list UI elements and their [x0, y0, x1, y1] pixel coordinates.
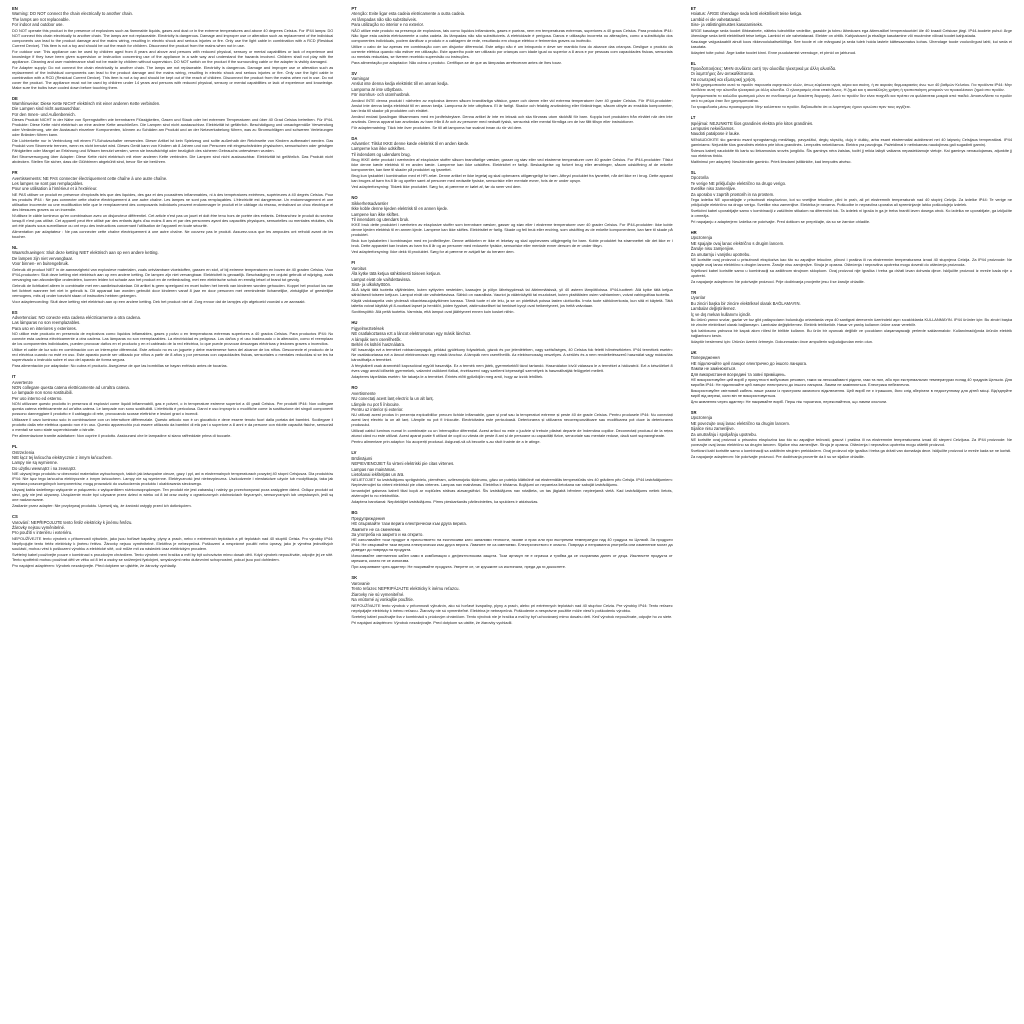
warning-line: Do użytku wewnątrz i na zewnątrz.: [12, 465, 77, 471]
warning-line: Lampy nie są wymienne.: [12, 460, 59, 466]
warning-paragraph: Adaptera barošanai: Nepārklājiet izstrādājumu. Pirms pieskaršanās pārliecinieties, ka spuldzes ir atdzisušas.: [351, 499, 539, 505]
warning-paragraph: For Adapter supply: Do not connect the chain electrically to another chain. The lamps are not replaceable. Electricity is dangerous. Damage and improper use or alteration such as replacement of the individual components can lead to the product damage and the mains wiring, resulting in electric shock and serious injuries or fire. Only use the light cable in combination with a RCD (Residual Current Device). This item is not a toy and should be kept out of the reach of children. Disconnect the product from the mains when not in use. Do not cover the product. The appliance must not be used by children under 14 years and persons with reduced physical, sensory or mental capabilities or lack of experience and knowledge. Make sure the bulbs have cooled down before touching them.: [12, 64, 334, 90]
language-code: TR: [690, 289, 697, 295]
warning-line: The lamps are not replaceable.: [12, 16, 70, 22]
warning-line: Älä kytke tätä ketjua sähköisesti toiseen ketjuun.: [351, 271, 442, 277]
language-section: [12, 374, 333, 438]
warning-paragraph: Světelný kabel používejte pouze v kombinaci s proudovým chráničem. Tento výrobek není hračka a měl by být uchováván mimo dosah dětí. Když výrobek nepoužíváte, odpojte jej ze sítě. Tento spotřebič mohou používat děti ve věku od 8 let a osoby se sníženými fyzickými, smyslovými nebo duševními schopnostmi, pokud jsou pod dohledem.: [12, 551, 334, 562]
language-code: ES: [12, 309, 18, 315]
warning-line: Waarschuwingen: Sluit deze ketting NIET elektrisch aan op een andere ketting.: [12, 250, 159, 256]
warning-line: Lemputės nekeičiamos.: [690, 126, 735, 132]
warning-paragraph: Işık kablosunu yalnızca bir kaçak akım rölesi ile birlikte kullanın. Bu ürün bir oyuncak değildir ve çocukların ulaşamayacağı yerlerde saklanmalıdır. Kullanılmadığında ürünün elektrik bağlantısını kesin.: [690, 327, 1012, 338]
warning-paragraph: Svjetlosni kabel koristite samo u kombinaciji sa zaštitnom strujnom sklopkom. Ovaj proizvod nije igračka i treba ga držati izvan dohvata djece. Isključite proizvod iz mreže kada nije u upotrebi.: [690, 267, 1012, 278]
warning-line: Warning: DO NOT connect the chain electrically to another chain.: [12, 11, 134, 17]
language-section: [351, 450, 672, 504]
warning-line: НЕ свързвайте тази верига електрически към друга верига.: [351, 521, 467, 527]
warning-line: Pour une utilisation à l'intérieur et à l'extérieur.: [12, 186, 98, 192]
language-section: [691, 61, 1012, 110]
warning-line: Para uso en interiores y exteriores.: [12, 325, 77, 331]
warning-paragraph: Za napajanje adapterom: Ne pokrivajte proizvod. Prije dodirivanja provjerite jesu li se žarulje ohladile.: [690, 278, 865, 284]
warning-line: Lampene kan ikke skiftes.: [351, 211, 400, 217]
warning-line: Lampas nav maināmas.: [351, 466, 396, 472]
language-code: HR: [690, 229, 697, 235]
warning-line: Предупреждения: [351, 515, 385, 521]
language-section: [351, 510, 672, 569]
warning-line: Lietošanai iekštelpās un ārā.: [351, 472, 405, 478]
language-code: RO: [351, 385, 358, 391]
language-code: DA: [351, 135, 358, 141]
warning-line: NON collegare questa catena elettricamente ad un'altra catena.: [12, 384, 130, 390]
warning-paragraph: NU utilizați acest produs în prezența explozibililor precum lichide inflamabile, gaze și praf sau la temperaturi extreme și peste 40 de grade Celsius. Pentru produsele IP44: Nu conectați acest lanț electric la un alt lanț. Lămpile nu pot fi înlocuite. Electricitatea este periculoasă. Deteriorarea și utilizarea necorespunzătoare sau modificarea pot duce la deteriorarea produsului.: [351, 412, 673, 428]
language-section: [691, 290, 1012, 344]
warning-paragraph: Utilize o cabo de luz apenas em combinação com um disjuntor diferencial. Este artigo não é um brinquedo e deve ser mantido fora do alcance das crianças. Desligue o produto da corrente elétrica quando não estiver em utilização. Este aparelho pode ser utilizado por crianças com idade igual ou superior a 8 anos e por pessoas com capacidades físicas, sensoriais ou mentais reduzidas, se tiverem recebido supervisão ou instruções.: [351, 43, 673, 59]
language-code: PT: [351, 6, 357, 11]
warning-line: Naudoti patalpose ir lauke.: [690, 131, 741, 137]
warning-paragraph: ΜΗΝ χρησιμοποιείτε αυτό το προϊόν παρουσία εκρηκτικών υλών, όπως εύφλεκτα υγρά, αέρια και σκόνη, ή σε ακραίες θερμοκρασίες άνω των 40 βαθμών Κελσίου. Για προϊόντα IP44: Μην συνδέετε αυτή την αλυσίδα ηλεκτρικά με άλλη αλυσίδα. Ο ηλεκτρισμός είναι επικίνδυνος. Η ζημιά και η ακατάλληλη χρήση ή τροποποίηση μπορούν να προκαλέσουν ζημιά στο προϊόν.: [690, 82, 1012, 93]
warning-line: Lamporna är inte utbytbara.: [351, 86, 403, 92]
warning-line: Lamput eivät ole vaihdettavissa.: [351, 276, 411, 282]
warning-paragraph: Utilice el cable de luz solo en combinación con un interruptor diferencial. Este artículo no es un juguete y debe mantenerse fuera del alcance de los niños. Desconecte el producto de la red eléctrica cuando no esté en uso. Este aparato puede ser utilizado por niños a partir de 8 años y por personas con capacidades físicas, sensoriales o mentales reducidas si se les ha supervisado o instruido sobre el uso del aparato de forma segura.: [12, 347, 334, 363]
warning-paragraph: Brug kun lyskablet i kombination med et HFI-relæ. Denne artikel er ikke legetøj og skal opbevares utilgængeligt for børn. Afbryd produktet fra lysnettet, når det ikke er i brug. Dette apparat kan bruges af børn fra 8 år og opefter samt af personer med nedsatte fysiske, sensoriske eller mentale evner, hvis de er under opsyn.: [351, 173, 673, 184]
warning-line: Žarulje nisu zamjenjive.: [690, 246, 735, 252]
warning-paragraph: ÄRGE kasutage seda toodet lõhkeainete, näiteks tuleohtlike vedelike, gaaside ja tolmu läheduses ega äärmuslikel temperatuuridel üle 40 kraadi Celsiuse järgi. IP44-toodete puhul: Ärge ühendage seda ketti elektriliselt teise ketiga. Lambid ei ole vahetatavad. Elekter on ohtlik. Kahjustused ja ebaõige kasutamine või muutmine võivad toodet kahjustada.: [690, 27, 1012, 38]
warning-paragraph: Tega izdelka NE uporabljajte v prisotnosti eksplozivov, kot so vnetljive tekočine, plini in prah, ali pri ekstremnih temperaturah nad 40 stopinj Celzija. Za izdelke IP44: Te verige ne priključujte električno na drugo verigo. Svetilke niso zamenljive. Elektrika je nevarna. Poškodbe in nepravilna uporaba ali spreminjanje lahko poškodujejo izdelek.: [690, 196, 1012, 207]
warning-paragraph: Використовуйте світловий кабель лише разом із пристроєм захисного відключення. Цей виріб не є іграшкою, його слід зберігати в недоступному для дітей місці. Від'єднуйте виріб від мережі, коли він не використовується.: [690, 388, 1012, 398]
language-section: [691, 350, 1012, 404]
warning-paragraph: Ved adapterforsyning: Ikke dekk til produktet. Sørg for at pærene er avkjølt før du berører dem.: [351, 249, 515, 255]
warning-line: Figyelmeztetések: [351, 325, 384, 331]
warning-paragraph: НЕ използвайте този продукт в присъствието на експлозиви като запалими течности, газове и прах или при екстремни температури над 40 градуса по Целзий. За продукти IP44: Не свързвайте тази верига електрически към друга верига. Лампите не са сменяеми. Електричеството е опасно. Повреда и неправилна употреба или изменение могат да доведат до повреда на продукта.: [351, 537, 673, 553]
language-section: [12, 96, 333, 165]
warning-line: NE spajajte ovaj lanac električno s drugim lancem.: [690, 240, 785, 246]
warning-paragraph: Χρησιμοποιείτε το καλώδιο φωτισμού μόνο σε συνδυασμό με διακόπτη διαρροής. Αυτό το προϊόν δεν είναι παιχνίδι και πρέπει να φυλάσσεται μακριά από παιδιά. Αποσυνδέστε το προϊόν από το ρεύμα όταν δεν χρησιμοποιείται.: [690, 93, 1012, 104]
text-column: [691, 6, 1012, 1018]
language-code: LT: [690, 115, 696, 121]
warning-line: Las lámparas no son reemplazables.: [12, 320, 81, 326]
warning-paragraph: Для живлення через адаптер: Не накривайте виріб. Перш ніж торкатися, переконайтеся, що лампи охололи.: [690, 399, 888, 404]
language-code: NO: [351, 195, 358, 201]
language-section: [12, 514, 333, 568]
warning-line: Die Lampen sind nicht austauschbar.: [12, 106, 81, 112]
warning-paragraph: Izmantojiet gaismas kabeli tikai kopā ar noplūdes strāvas aizsargslēdzi. Šis izstrādājums nav rotaļlieta, un tas jāglabā bērniem nepieejamā vietā. Kad izstrādājums netiek lietots, atvienojiet to no elektrotīkla.: [351, 488, 673, 499]
warning-line: Лампите не са сменяеми.: [351, 526, 402, 532]
warning-line: För inomhus- och utomhusbruk.: [351, 92, 411, 98]
warning-paragraph: Brug IKKE dette produkt i nærheden af eksplosive stoffer såsom brandfarlige væsker, gasser og støv eller ved ekstreme temperaturer over 40 grader Celsius. For IP44-produkter: Tilslut ikke denne kæde elektrisk til en anden kæde. Lamperne kan ikke udskiftes. Elektricitet er farligt. Beskadigelse og forkert brug eller ændringer, såsom udskiftning af de enkelte komponenter, kan føre til skader på produktet og lysnettet.: [351, 157, 673, 173]
warning-line: Warnhinweise: Diese Kette NICHT elektrisch mit einer anderen Kette verbinden.: [12, 101, 161, 107]
warning-paragraph: НЕ використовуйте цей виріб у присутності вибухових речовин, таких як легкозаймисті рідини, гази та пил, або при екстремальних температурах понад 40 градусів Цельсія. Для виробів IP44: Не підключайте цей ланцюг електрично до іншого ланцюга. Лампи не замінюються. Електрика небезпечна.: [690, 377, 1012, 387]
warning-line: Για εσωτερική και εξωτερική χρήση.: [690, 76, 757, 82]
warning-line: Varoitus: [351, 265, 367, 271]
warning-line: Beltéri és kültéri használatra.: [351, 341, 406, 347]
warning-paragraph: Alimentation par adaptateur : Ne pas connecter cette chaîne électriquement à une autre chaîne. Ne couvrez pas le produit. Assurez-vous que les ampoules ont refroidi avant de les toucher.: [12, 228, 334, 239]
warning-line: Les lampes ne sont pas remplaçables.: [12, 181, 84, 187]
warning-paragraph: Για τροφοδοσία μέσω προσαρμογέα: Μην καλύπτετε το προϊόν. Βεβαιωθείτε ότι οι λαμπτήρες έχουν κρυώσει πριν τους αγγίξετε.: [690, 104, 912, 110]
warning-line: NE csatlakoztassa ezt a láncot elektromosan egy másik lánchoz.: [351, 331, 472, 337]
warning-paragraph: Dieses Produkt NICHT in der Nähe von Sprengstoffen wie brennbaren Flüssigkeiten, Gasen und Staub oder bei extremen Temperaturen und über 40 Grad Celsius betreiben. Für IP44-Produkte: Diese Kette nicht elektrisch an eine andere Kette anschließen. Die Lampen sind nicht austauschbar. Elektrizität ist gefährlich. Beschädigung und unsachgemäße Verwendung oder Veränderung, wie der Austausch einzelner Komponenten, können zu Schäden am Produkt und an der Netzverkabelung führen, was zu Stromschlägen und schweren Verletzungen oder Bränden führen kann.: [12, 117, 334, 138]
warning-paragraph: Utilizzare il cavo luminoso solo in combinazione con un interruttore differenziale. Questo articolo non è un giocattolo e deve essere tenuto fuori dalla portata dei bambini. Scollegare il prodotto dalla rete elettrica quando non è in uso. Questo apparecchio può essere utilizzato da bambini di età pari o superiore a 8 anni e da persone con ridotte capacità fisiche, sensoriali o mentali se sono state supervisionate o istruite.: [12, 417, 334, 433]
warning-line: Lambid ei ole vahetatavad.: [690, 16, 741, 22]
warning-paragraph: NÃO utilize este produto na presença de explosivos, tais como líquidos inflamáveis, gases e poeiras, nem em temperaturas extremas, superiores a 40 graus Celsius. Para produtos IP44: Não ligue esta cadeia eletricamente a outra cadeia. As lâmpadas não são substituíveis. A eletricidade é perigosa. Danos e utilização incorreta ou alterações, como a substituição dos componentes individuais, podem danificar o produto e a cablagem de rede, resultando em choque elétrico e ferimentos graves ou incêndio.: [351, 27, 673, 43]
warning-paragraph: ÄLÄ käytä tätä tuotetta räjähteiden, kuten syttyvien nesteiden, kaasujen ja pölyn läheisyydessä tai äärimmäisissä, yli 40 asteen lämpötiloissa. IP44-tuotteet: Älä kytke tätä ketjua sähköisesti toiseen ketjuun. Lamput eivät ole vaihdettavissa. Sähkö on vaarallista. Vauriot ja väärinkäyttö tai muutokset, kuten yksittäisten osien vaihtaminen, voivat vahingoittaa tuotetta.: [351, 287, 673, 298]
warning-line: Avvertenze: [12, 379, 33, 385]
warning-paragraph: Maitinimui per adapterį: Neuždenkite gaminio. Prieš liesdami įsitikinkite, kad lemputės atvėso.: [690, 158, 852, 164]
language-section: [351, 385, 672, 444]
warning-paragraph: Gebruik de lichtkabel alleen in combinatie met een aardlekschakelaar. Dit artikel is geen speelgoed en moet buiten het bereik van kinderen worden gehouden. Koppel het product los van het lichtnet wanneer het niet in gebruik is. Dit apparaat kan worden gebruikt door kinderen vanaf 8 jaar en door personen met verminderde lichamelijke, zintuiglijke of geestelijke vermogens, mits zij onder toezicht staan of instructies hebben gekregen.: [12, 282, 334, 298]
warning-line: НЕ підключайте цей ланцюг електрично до іншого ланцюга.: [690, 360, 808, 366]
warning-line: Hoiatus: ÄRGE ühendage seda ketti elektriliselt teise ketiga.: [690, 11, 803, 17]
warning-line: Sise- ja välistingimustes kasutamiseks.: [690, 22, 764, 28]
warning-line: Bu zinciri başka bir zincire elektriksel olarak BAĞLAMAYIN.: [690, 300, 801, 306]
warning-line: Pentru uz interior și exterior.: [351, 407, 404, 412]
warning-line: Pro použití v interiéru i exteriéru.: [12, 530, 73, 536]
language-code: UK: [690, 349, 697, 355]
warning-paragraph: NE PAS utiliser ce produit en présence d'explosifs tels que des liquides, des gaz et des poussières inflammables, ni à des températures extrêmes, supérieures à 40 degrés Celsius. Pour les produits IP44 : Ne pas connecter cette chaîne électriquement à une autre chaîne. Les lampes ne sont pas remplaçables. L'électricité est dangereuse. Un endommagement et une utilisation incorrecte ou une modification telle que le remplacement des composants individuels peuvent endommager le produit et le câblage du réseau, entraînant un choc électrique et des blessures graves ou un incendie.: [12, 191, 334, 212]
warning-line: Upozorenja: [690, 235, 713, 241]
language-code: FI: [351, 260, 356, 266]
warning-line: Попередження: [690, 355, 720, 361]
warning-paragraph: Adapteres tápellátás esetén: Ne takarja le a terméket. Érintés előtt győződjön meg arról, hogy az izzók lehűltek.: [351, 374, 544, 380]
warning-line: Varningar: [351, 76, 370, 82]
warning-line: Na vnútorné aj vonkajšie použitie.: [351, 597, 414, 603]
warning-paragraph: NON utilizzare questo prodotto in presenza di esplosivi come liquidi infiammabili, gas e polveri, o in temperature estreme superiori a 40 gradi Celsius. Per prodotti IP44: Non collegare questa catena elettricamente ad un'altra catena. Le lampade non sono sostituibili. L'elettricità è pericolosa. Danni e uso improprio o modifiche come la sostituzione dei singoli componenti possono danneggiare il prodotto e il cablaggio di rete, provocando scosse elettriche e lesioni gravi o incendi.: [12, 401, 334, 417]
warning-line: Lămpile nu pot fi înlocuite.: [351, 401, 400, 407]
language-section: [351, 6, 672, 65]
language-code: SK: [351, 575, 358, 581]
warning-paragraph: Pri napájaní adaptérom: Výrobok nezakrývajte. Pred dotykom sa uistite, že žiarovky vychladli.: [351, 619, 513, 625]
warning-line: Для використання всередині та зовні приміщень.: [690, 371, 786, 377]
language-section: [691, 170, 1012, 224]
warning-line: Sikkerhetsadvarsler: [351, 200, 389, 206]
warning-line: Anslut inte denna kedja elektriskt till en annan kedja.: [351, 81, 449, 87]
warning-paragraph: NE használja ezt a terméket robbanóanyagok, például gyúlékony folyadékok, gázok és por jelenlétében, vagy szélsőséges, 40 Celsius fok feletti hőmérsékleten. IP44 termékek esetén: Ne csatlakoztassa ezt a láncot elektromosan egy másik lánchoz. A lámpák nem cserélhetők. Az elektromosság veszélyes. A sérülés és a nem rendeltetésszerű használat vagy módosítás károsíthatja a terméket.: [351, 347, 673, 363]
warning-line: Voor binnen- en buitengebruik.: [12, 261, 70, 267]
warning-line: Sijalice nisu zamenljive.: [690, 426, 735, 432]
warning-paragraph: NE koristite ovaj proizvod u prisutnosti eksploziva kao što su zapaljive tekućine, plinovi i prašina ili na ekstremnim temperaturama iznad 40 stupnjeva Celzija. Za IP44 proizvode: Ne spajajte ovaj lanac električno s drugim lancem. Žarulje nisu zamjenjive. Struja je opasna. Oštećenja i nepravilna upotreba mogu dovesti do oštećenja proizvoda.: [690, 256, 1012, 267]
warning-paragraph: NELIETOJIET šo izstrādājumu sprāgstvielu, piemēram, uzliesmojošu šķidrumu, gāzu un putekļu klātbūtnē vai ekstremālās temperatūrās virs 40 grādiem pēc Celsija. IP44 izstrādājumiem: Nepievienojiet šo virteni elektriski pie citas virtenes. Lampas nav maināmas. Elektrība ir bīstama. Bojājumi un nepareiza lietošana var sabojāt izstrādājumu.: [351, 477, 673, 488]
warning-paragraph: NIE używaj tego produktu w obecności materiałów wybuchowych, takich jak łatwopalne ciecze, gazy i pył, ani w ekstremalnych temperaturach powyżej 40 stopni Celsjusza. Dla produktów IP44: Nie łącz tego łańcucha elektrycznie z innym łańcuchem. Lampy nie są wymienne. Elektryczność jest niebezpieczna. Uszkodzenie i niewłaściwe użycie lub modyfikacja, taka jak wymiana poszczególnych komponentów, mogą prowadzić do uszkodzenia produktu i okablowania sieciowego.: [12, 471, 334, 487]
language-code: FR: [12, 170, 18, 176]
warning-line: Žiarovky nie sú vymeniteľné.: [351, 591, 405, 597]
text-column: [12, 6, 333, 1018]
warning-line: Per uso interno ed esterno.: [12, 395, 63, 401]
warning-paragraph: Per alimentazione tramite adattatore: Non coprire il prodotto. Assicurarsi che le lampadine si siano raffreddate prima di toccarle.: [12, 433, 232, 439]
warning-paragraph: IKKE bruk dette produktet i nærheten av eksplosive stoffer som brennbare væsker, gasser og støv eller i ekstreme temperaturer over 40 grader Celsius. For IP44-produkter: Ikke koble denne kjeden elektrisk til en annen kjede. Lampene kan ikke skiftes. Elektrisitet er farlig. Skade og feil bruk eller endring, som utskifting av de enkelte komponentene, kan føre til skade på produktet.: [351, 222, 673, 238]
warning-line: As lâmpadas não são substituíveis.: [351, 16, 417, 22]
language-code: SR: [690, 410, 697, 415]
language-code: IT: [12, 374, 16, 380]
warning-paragraph: NE koristite ovaj proizvod u prisustvu eksploziva kao što su zapaljive tečnosti, gasovi i prašina ili na ekstremnim temperaturama iznad 40 stepeni Celzijusa. Za IP44 proizvode: Ne povezujte ovaj lanac električno sa drugim lancem. Sijalice nisu zamenljive. Struja je opasna. Oštećenja i nepravilna upotreba mogu oštetiti proizvod.: [690, 437, 1012, 448]
warning-paragraph: Svetlobni kabel uporabljajte samo v kombinaciji z zaščitnim stikalom na diferenčni tok. Ta izdelek ni igrača in ga je treba hraniti izven dosega otrok. Ko izdelka ne uporabljate, ga izključite iz omrežja.: [690, 207, 1012, 218]
warning-line: Ostrzeżenia: [12, 449, 35, 455]
warning-paragraph: Pro napájení adaptérem: Výrobek nezakrývejte. Před dotykem se ujistěte, že žárovky vychladly.: [12, 562, 177, 568]
warning-line: NIE łącz tej łańcucha elektrycznie z innym łańcuchem.: [12, 454, 113, 460]
warning-paragraph: Voor adaptervoeding: Sluit deze ketting niet elektrisch aan op een andere ketting. Dek het product niet af. Zorg ervoor dat de lampjes zijn afgekoeld voordat u ze aanraakt.: [12, 298, 306, 304]
warning-paragraph: NENAUDOKITE šio gaminio esant sprogstamųjų medžiagų, pavyzdžiui, degių skysčių, dujų ir dulkių, arba esant ekstremaliai aukštesnei nei 40 laipsnių Celsijaus temperatūrai. IP44 gaminiams: Nejunkite šios grandinės elektra prie kitos grandinės. Lemputės nekeičiamos. Elektra yra pavojinga. Pažeidimai ir netinkamas naudojimas gali sugadinti gaminį.: [690, 136, 1012, 147]
warning-paragraph: Pentru alimentare prin adaptor: Nu acoperiți produsul. Asigurați-vă că becurile s-au răcit înainte de a le atinge.: [351, 439, 541, 445]
language-section: [691, 230, 1012, 284]
language-code: CS: [12, 514, 18, 520]
warning-paragraph: A fénykábelt csak áramvédő kapcsolóval együtt használja. Ez a termék nem játék, gyermekektől távol tartandó. Használaton kívül válassza le a terméket a hálózatról. Ezt a készüléket 8 éves vagy annál idősebb gyermekek, valamint csökkent fizikai, érzékszervi vagy szellemi képességű személyek is használhatják felügyelet mellett.: [351, 363, 673, 374]
warning-line: Brīdinājumi: [351, 455, 373, 461]
warning-line: Įspėjimai: NEJUNKITE šios grandinės elektra prie kitos grandinės.: [690, 120, 814, 126]
warning-line: Avertismente: [351, 390, 376, 396]
language-section: [691, 6, 1012, 55]
warning-paragraph: Utilizați cablul luminos numai în combinație cu un întrerupător diferențial. Acest articol nu este o jucărie și trebuie păstrat departe de îndemâna copiilor. Deconectați produsul de la rețea atunci când nu este utilizat. Acest aparat poate fi utilizat de copii cu vârsta de peste 8 ani și de persoane cu capacități fizice, senzoriale sau mentale reduse, dacă sunt supravegheate.: [351, 428, 673, 439]
warning-line: Lamperne kan ikke udskiftes.: [351, 146, 406, 152]
warning-line: Προειδοποιήσεις: ΜΗΝ συνδέετε αυτή την αλυσίδα ηλεκτρικά με άλλη αλυσίδα.: [690, 66, 837, 72]
warning-paragraph: Sovitinsyöttö: Älä peitä tuotetta. Varmista, että lamput ovat jäähtyneet ennen kuin kosket niihin.: [351, 309, 515, 315]
language-code: SV: [351, 70, 357, 76]
warning-line: De lampen zijn niet vervangbaar.: [12, 255, 73, 261]
warning-paragraph: Käytä valokaapelia vain yhdessä vikavirtasuojakytkimen kanssa. Tämä tuote ei ole lelu, ja se on pidettävä poissa lasten ulottuvilta. Irrota tuote sähköverkosta, kun sitä ei käytetä. Tätä laitetta voivat käyttää yli 8-vuotiaat lapset ja henkilöt, joiden fyysiset, aistimukselliset tai henkiset kyvyt ovat heikentyneet, jos heitä valvotaan.: [351, 298, 673, 309]
warning-line: Opozorila: [690, 175, 709, 181]
language-code: PL: [12, 444, 18, 450]
warning-paragraph: Para alimentación por adaptador: No cubra el producto. Asegúrese de que las bombillas se hayan enfriado antes de tocarlas.: [12, 363, 228, 369]
warning-paragraph: Używaj kabla świetlnego wyłącznie w połączeniu z wyłącznikiem różnicowoprądowym. Ten produkt nie jest zabawką i należy go przechowywać poza zasięgiem dzieci. Odłącz produkt od sieci, gdy nie jest używany. Urządzenie może być używane przez dzieci w wieku od 8 lat oraz osoby o ograniczonych zdolnościach fizycznych, sensorycznych lub umysłowych, jeśli są one nadzorowane.: [12, 487, 334, 503]
warning-line: Lambalar değiştirilemez.: [690, 306, 737, 312]
warning-paragraph: Bei Stromversorgung über Adapter: Diese Kette nicht elektrisch mit einer anderen Kette verbinden. Die Lampen sind nicht austauschbar. Elektrizität ist gefährlich. Das Produkt nicht abdecken. Stellen Sie sicher, dass die Glühbirnen abgekühlt sind, bevor Sie sie berühren.: [12, 154, 334, 165]
language-code: BG: [351, 510, 358, 516]
language-section: [351, 575, 672, 624]
warning-line: Avertissements: NE PAS connecter électriquement cette chaîne à une autre chaîne.: [12, 175, 168, 181]
warning-line: Advarsler: Tilslut IKKE denne kæde elektrisk til en anden kæde.: [351, 141, 470, 147]
warning-line: NU conectați acest lanț electric la un alt lanț.: [351, 396, 434, 402]
warning-paragraph: При захранване чрез адаптер: Не покривайте продукта. Уверете се, че крушките са изстинали, преди да ги докоснете.: [351, 564, 566, 570]
language-code: EL: [690, 60, 697, 66]
warning-paragraph: NO utilice este producto en presencia de explosivos como líquidos inflamables, gases y polvo o en temperaturas extremas superiores a 40 grados Celsius. Para productos IP44: No conecte esta cadena eléctricamente a otra cadena. Las lámparas no son reemplazables. La electricidad es peligrosa. Los daños y el uso inadecuado o la alteración, como el reemplazo de los componentes individuales, pueden provocar daños en el producto y en el cableado de la red eléctrica, lo que puede provocar descargas eléctricas y lesiones graves o incendios.: [12, 331, 334, 347]
warning-line: NEPIEVIENOJIET šo virteni elektriski pie citas virtenes.: [351, 461, 455, 467]
language-section: [351, 136, 672, 190]
language-section: [12, 444, 333, 508]
warning-line: Ikke koble denne kjeden elektrisk til en annen kjede.: [351, 206, 449, 212]
language-section: [351, 260, 672, 314]
warning-paragraph: Adapteri toite puhul: Ärge katke toodet kinni. Enne puudutamist veenduge, et pirnid on jahtunud.: [690, 49, 857, 55]
warning-paragraph: För adaptermatning: Täck inte över produkten. Se till att lamporna har svalnat innan du rör vid dem.: [351, 124, 523, 130]
language-section: [351, 71, 672, 130]
warning-line: Tento reťazec NEPRIPÁJAJTE elektricky k inému reťazcu.: [351, 586, 460, 592]
warning-paragraph: Šviesos kabelį naudokite tik kartu su liekamosios srovės jungikliu. Šis gaminys nėra žaislas, todėl jį reikia laikyti vaikams nepasiekiamoje vietoje. Kai gaminys nenaudojamas, atjunkite jį nuo elektros tinklo.: [690, 147, 1012, 158]
language-code: HU: [351, 320, 358, 326]
language-section: [351, 195, 672, 254]
warning-line: Za unutarnju i vanjsku upotrebu.: [690, 251, 751, 257]
warning-line: A lámpák nem cserélhetők.: [351, 336, 402, 342]
warning-paragraph: Pri napajanju z adapterjem: Izdelka ne pokrivajte. Pred dotikom se prepričajte, da so se žarnice ohladile.: [690, 218, 871, 224]
warning-line: Advertencias: NO conecte esta cadena eléctricamente a otra cadena.: [12, 314, 141, 320]
warning-paragraph: For outdoor use: This appliance can be used by children aged from 8 years and above and persons with reduced physical, sensory or mental capabilities or lack of experience and knowledge if they have been given supervision or instruction concerning use of the appliance in a safe way and understand the hazards involved. Children shall not play with the appliance. Cleaning and user maintenance shall not be made by children without supervision. DO NOT switch on the product if the surrounding cable or the adapter is visibly damaged.: [12, 48, 334, 64]
warning-line: Upozorenja: [690, 415, 713, 421]
warning-paragraph: Para alimentação por adaptador: Não cubra o produto. Certifique-se de que as lâmpadas arrefeceram antes de lhes tocar.: [351, 59, 562, 65]
warning-paragraph: Kasutage valguskaablit ainult koos rikkevoolukaitselülitiga. See toode ei ole mänguasi ja seda tuleb hoida lastele kättesaamatus kohas. Ühendage toode vooluvõrgust lahti, kui seda ei kasutata.: [690, 38, 1012, 49]
warning-paragraph: Die Lichterkette nur in Verbindung mit einem FI-Schutzschalter verwenden. Dieser Artikel ist kein Spielzeug und sollte außerhalb der Reichweite von Kindern aufbewahrt werden. Das Produkt vom Stromnetz trennen, wenn es nicht benutzt wird. Dieses Gerät kann von Kindern ab 8 Jahren und von Personen mit eingeschränkten physischen, sensorischen oder geistigen Fähigkeiten oder Mangel an Erfahrung und Wissen benutzt werden, wenn sie beaufsichtigt oder bezüglich des sicheren Gebrauchs unterwiesen wurden.: [12, 138, 334, 154]
warning-paragraph: Adaptör beslemesi için: Ürünün üzerini örtmeyin. Dokunmadan önce ampullerin soğuduğundan emin olun.: [690, 338, 873, 344]
warning-paragraph: Svetlosni kabl koristite samo u kombinaciji sa zaštitnim strujnim prekidačem. Ovaj proizvod nije igračka i treba ga držati van domašaja dece. Isključite proizvod iz mreže kada se ne koristi.: [690, 448, 1012, 454]
language-code: LV: [351, 450, 357, 456]
warning-line: For indoor and outdoor use.: [12, 22, 64, 28]
warning-paragraph: Използвайте светлинния кабел само в комбинация с дефектнотокова защита. Този артикул не е играчка и трябва да се съхранява далеч от деца. Изключете продукта от мрежата, когато не се използва.: [351, 553, 673, 564]
warning-line: Para utilização no interior e no exterior.: [351, 22, 424, 28]
warning-line: Za unutrašnju i spoljašnju upotrebu.: [690, 431, 757, 437]
warning-line: Οι λαμπτήρες δεν αντικαθίστανται.: [690, 71, 755, 77]
warning-line: Svetilke niso zamenljive.: [690, 186, 737, 192]
warning-line: Sisä- ja ulkokäyttöön.: [351, 281, 392, 287]
warning-paragraph: Zasilanie przez adapter: Nie przykrywaj produktu. Upewnij się, że żarówki ostygły przed ich dotknięciem.: [12, 503, 192, 509]
language-section: [691, 410, 1012, 459]
warning-paragraph: Använd INTE denna produkt i närheten av explosiva ämnen såsom brandfarliga vätskor, gaser och damm eller vid extrema temperaturer över 40 grader Celsius. För IP44-produkter: Anslut inte denna kedja elektriskt till en annan kedja. Lamporna är inte utbytbara. El är farligt. Skador och felaktig användning eller förändringar, såsom utbyte av enskilda komponenter, kan leda till skador på produkten och elnätet.: [351, 97, 673, 113]
warning-line: Uyarılar: [690, 295, 706, 301]
warning-line: Le lampade non sono sostituibili.: [12, 390, 73, 396]
warning-paragraph: Ved adapterforsyning: Tildæk ikke produktet. Sørg for, at pærerne er kølet af, før du rører ved dem.: [351, 184, 522, 190]
warning-paragraph: Bu ürünü yanıcı sıvılar, gazlar ve toz gibi patlayıcıların bulunduğu ortamlarda veya 40 santigrat derecenin üzerindeki aşırı sıcaklıklarda KULLANMAYIN. IP44 ürünler için: Bu zinciri başka bir zincire elektriksel olarak bağlamayın. Lambalar değiştirilemez. Elektrik tehlikelidir. Hasar ve yanlış kullanım ürüne zarar verebilir.: [690, 316, 1012, 327]
warning-line: Til innendørs og utendørs bruk.: [351, 216, 410, 222]
warning-paragraph: DO NOT operate this product in the presence of explosives such as flammable liquids, gases and dust or in the extreme temperatures and above 40 degrees Celsius. For IP44 lamps: DO NOT connect this chain electrically to another chain. The lamps are not replaceable. Electricity is dangerous. Damage and improper use or alteration such as replacement of the individual components can lead to the product damage and the mains wiring, resulting in electric shock and serious injuries or fire. Only use the light cable in combination with a RCD (Residual Current Device). This item is not a toy and should be out the reach for children. Disconnect the product from the mains when not in use.: [12, 27, 334, 48]
language-section: [12, 310, 333, 369]
text-column: [351, 6, 672, 1018]
warning-line: Žárovky nejsou vyměnitelné.: [12, 525, 66, 530]
language-code: SL: [690, 169, 697, 175]
warning-line: İç ve dış mekan kullanımı içindir.: [690, 311, 751, 317]
warning-paragraph: Za napajanje adapterom: Ne pokrivajte proizvod. Pre dodirivanja proverite da li su se sijalice ohladile.: [690, 454, 865, 460]
language-section: [691, 115, 1012, 164]
language-section: [351, 320, 672, 379]
language-section: [12, 170, 333, 239]
warning-line: За употреба на закрито и на открито.: [351, 532, 424, 538]
language-code: NL: [12, 244, 18, 250]
warning-line: Für den Innen- und Außenbereich.: [12, 111, 76, 117]
warning-paragraph: Bruk kun lyskabelen i kombinasjon med en jordfeilbryter. Denne artikkelen er ikke et leketøy og skal oppbevares utilgjengelig for barn. Koble produktet fra strømnettet når det ikke er i bruk. Dette apparatet kan brukes av barn fra 8 år og av personer med reduserte fysiske, sensoriske eller mentale evner dersom de er under tilsyn.: [351, 238, 673, 249]
warning-line: Varování: NEPŘIPOJUJTE tento řetěz elektricky k jinému řetězu.: [12, 519, 133, 525]
warning-paragraph: N'utilisez le câble lumineux qu'en combinaison avec un disjoncteur différentiel. Cet article n'est pas un jouet et doit être tenu hors de portée des enfants. Débranchez le produit du secteur lorsqu'il n'est pas utilisé. Cet appareil peut être utilisé par des enfants âgés d'au moins 8 ans et par des personnes ayant des capacités physiques, sensorielles ou mentales réduites, s'ils ont été placés sous surveillance ou ont reçu des instructions concernant l'utilisation de l'appareil en toute sécurité.: [12, 212, 334, 228]
language-section: [12, 6, 333, 90]
warning-line: Za uporabo v zaprtih prostorih in na prostem.: [690, 191, 775, 197]
warning-line: Atenção: Evite ligar esta cadeia eletricamente a outra cadeia.: [351, 11, 466, 17]
warning-paragraph: Använd endast ljusslingan tillsammans med en jordfelsbrytare. Denna artikel är inte en leksak och ska förvaras utom räckhåll för barn. Koppla bort produkten från elnätet när den inte används. Denna apparat kan användas av barn från 8 år och av personer med nedsatt fysisk, sensorisk eller mental förmåga om de har fått tillsyn eller instruktioner.: [351, 113, 673, 124]
warning-line: Лампи не замінюються.: [690, 366, 737, 372]
warning-line: NE povezujte ovaj lanac električno sa drugim lancem.: [690, 420, 791, 426]
language-section: [12, 245, 333, 304]
language-code: ET: [690, 6, 697, 11]
warning-paragraph: Svetelný kábel používajte iba v kombinácii s prúdovým chráničom. Tento výrobok nie je hračka a mal by byť uchovávaný mimo dosahu detí. Keď výrobok nepoužívate, odpojte ho zo siete.: [351, 613, 673, 619]
warning-line: Te verige NE priključujte električno na drugo verigo.: [690, 180, 787, 186]
warning-paragraph: NEPOUŽÍVEJTE tento výrobek v přítomnosti výbušnin, jako jsou hořlavé kapaliny, plyny a prach, nebo v extrémních teplotách a při teplotách nad 40 stupňů Celsia. Pro výrobky IP44: Nepřipojujte tento řetěz elektricky k jinému řetězu. Žárovky nejsou vyměnitelné. Elektřina je nebezpečná. Poškození a nesprávné použití nebo úpravy, jako je výměna jednotlivých součástí, mohou vést k poškození výrobku a elektrické sítě, což může mít za následek úraz elektrickým proudem.: [12, 535, 334, 551]
warning-line: Til indendørs og udendørs brug.: [351, 151, 411, 157]
warning-line: Varovanie: [351, 580, 370, 586]
language-code: DE: [12, 95, 18, 101]
language-code: EN: [12, 6, 18, 11]
warning-paragraph: NEPOUŽÍVAJTE tento výrobok v prítomnosti výbušnín, ako sú horľavé kvapaliny, plyny a prach, alebo pri extrémnych teplotách nad 40 stupňov Celzia. Pre výrobky IP44: Tento reťazec nepripájajte elektricky k inému reťazcu. Žiarovky nie sú vymeniteľné. Elektrina je nebezpečná. Poškodenie a nesprávne použitie môže viesť k poškodeniu výrobku.: [351, 602, 673, 613]
warning-paragraph: Gebruik dit product NIET in de aanwezigheid van explosieve materialen, zoals ontvlambare vloeistoffen, gassen en stof, of bij extreme temperaturen en boven de 40 graden Celsius. Voor IP44-producten: Sluit deze ketting niet elektrisch aan op een andere ketting. De lampen zijn niet vervangbaar. Elektriciteit is gevaarlijk. Beschadiging en onjuist gebruik of wijziging, zoals vervanging van afzonderlijke onderdelen, kunnen leiden tot schade aan het product en de netbedrading, met een elektrische schok en ernstig letsel of brand tot gevolg.: [12, 266, 334, 282]
